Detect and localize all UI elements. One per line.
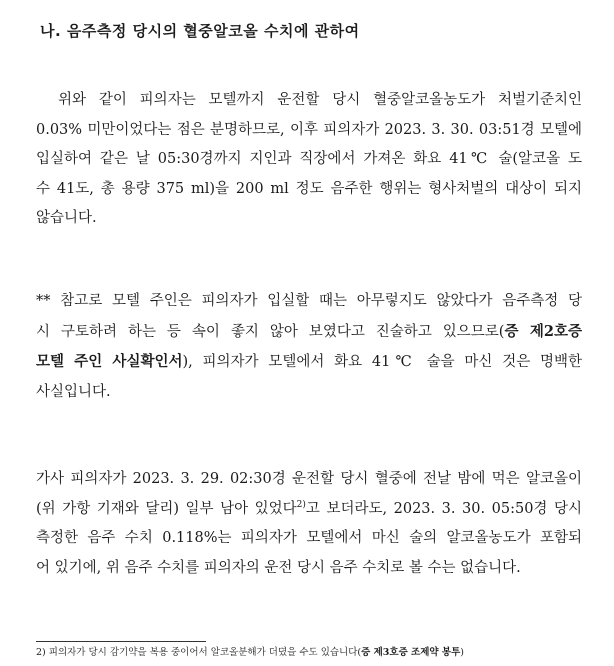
paragraph-line: 위와 같이 피의자는 모텔까지 운전할 당시 혈중알코올농도가 처벌기준치인 xyxy=(58,92,582,108)
paragraph-line xyxy=(36,495,582,525)
evidence-reference: 모텔 주인 사실확인서 xyxy=(36,353,183,370)
section-heading: 나. 음주측정 당시의 혈중알코올 수치에 관하여 xyxy=(40,22,360,40)
paragraph-line: 입실하여 같은 날 05:30경까지 지인과 직장에서 가져온 화요 41℃ 술(알코올 도 xyxy=(36,151,582,167)
evidence-reference: 증 제2호증 xyxy=(504,322,582,340)
paragraph-line: ** 참고로 모텔 주인은 피의자가 입실할 때는 아무렇지도 않았다가 음주측정 당 xyxy=(36,293,582,309)
footnote-marker: 2) xyxy=(296,499,306,510)
paragraph-line: 수 41도, 총 용량 375 ml)을 200 ml 정도 음주한 행위는 형사처벌의 대상이 되지 xyxy=(36,180,582,197)
paragraph-text: 고 보더라도, 2023. 3. 30. 05:50경 당시 xyxy=(305,500,582,517)
paragraph-line xyxy=(36,317,582,348)
paragraph-line: 가사 피의자가 2023. 3. 29. 02:30경 운전할 당시 혈중에 전날 밤에 먹은 알코올이 xyxy=(36,471,582,487)
paragraph-line: 사실입니다. xyxy=(36,383,111,400)
paragraph-text: 시 구토하려 하는 등 속이 좋지 않아 보였다고 진술하고 있으므로( xyxy=(36,323,505,340)
paragraph-hypothetical xyxy=(36,465,582,583)
paragraph-line: 측정한 음주 수치 0.118%는 피의자가 모텔에서 마신 술의 알코올농도가 포함되 xyxy=(36,530,582,546)
paragraph-line: 어 있기에, 위 음주 수치를 피의자의 운전 당시 음주 수치로 볼 수는 없습니다. xyxy=(36,559,521,576)
paragraph-line xyxy=(36,347,582,378)
paragraph-blood-alcohol xyxy=(36,86,582,234)
footnote-divider xyxy=(36,641,206,642)
paragraph-line: 않습니다. xyxy=(36,210,97,226)
paragraph-text: (위 가항 기재와 달리) 일부 남아 있었다 xyxy=(36,500,297,517)
evidence-reference: 증 제3호증 조제약 봉투 xyxy=(361,647,461,658)
paragraph-line: 0.03% 미만이었다는 점은 분명하므로, 이후 피의자가 2023. 3. 30. 03:51경 모텔에 xyxy=(36,121,582,138)
footnote xyxy=(36,647,464,659)
paragraph-motel-owner-note xyxy=(36,287,582,407)
footnote-text: 2) 피의자가 당시 감기약을 복용 중이어서 알코올분해가 더뎠을 수도 있습니다( xyxy=(36,647,362,658)
footnote-text: ) xyxy=(460,647,464,658)
paragraph-text: ), 피의자가 모텔에서 화요 41℃ 술을 마신 것은 명백한 xyxy=(182,354,582,370)
